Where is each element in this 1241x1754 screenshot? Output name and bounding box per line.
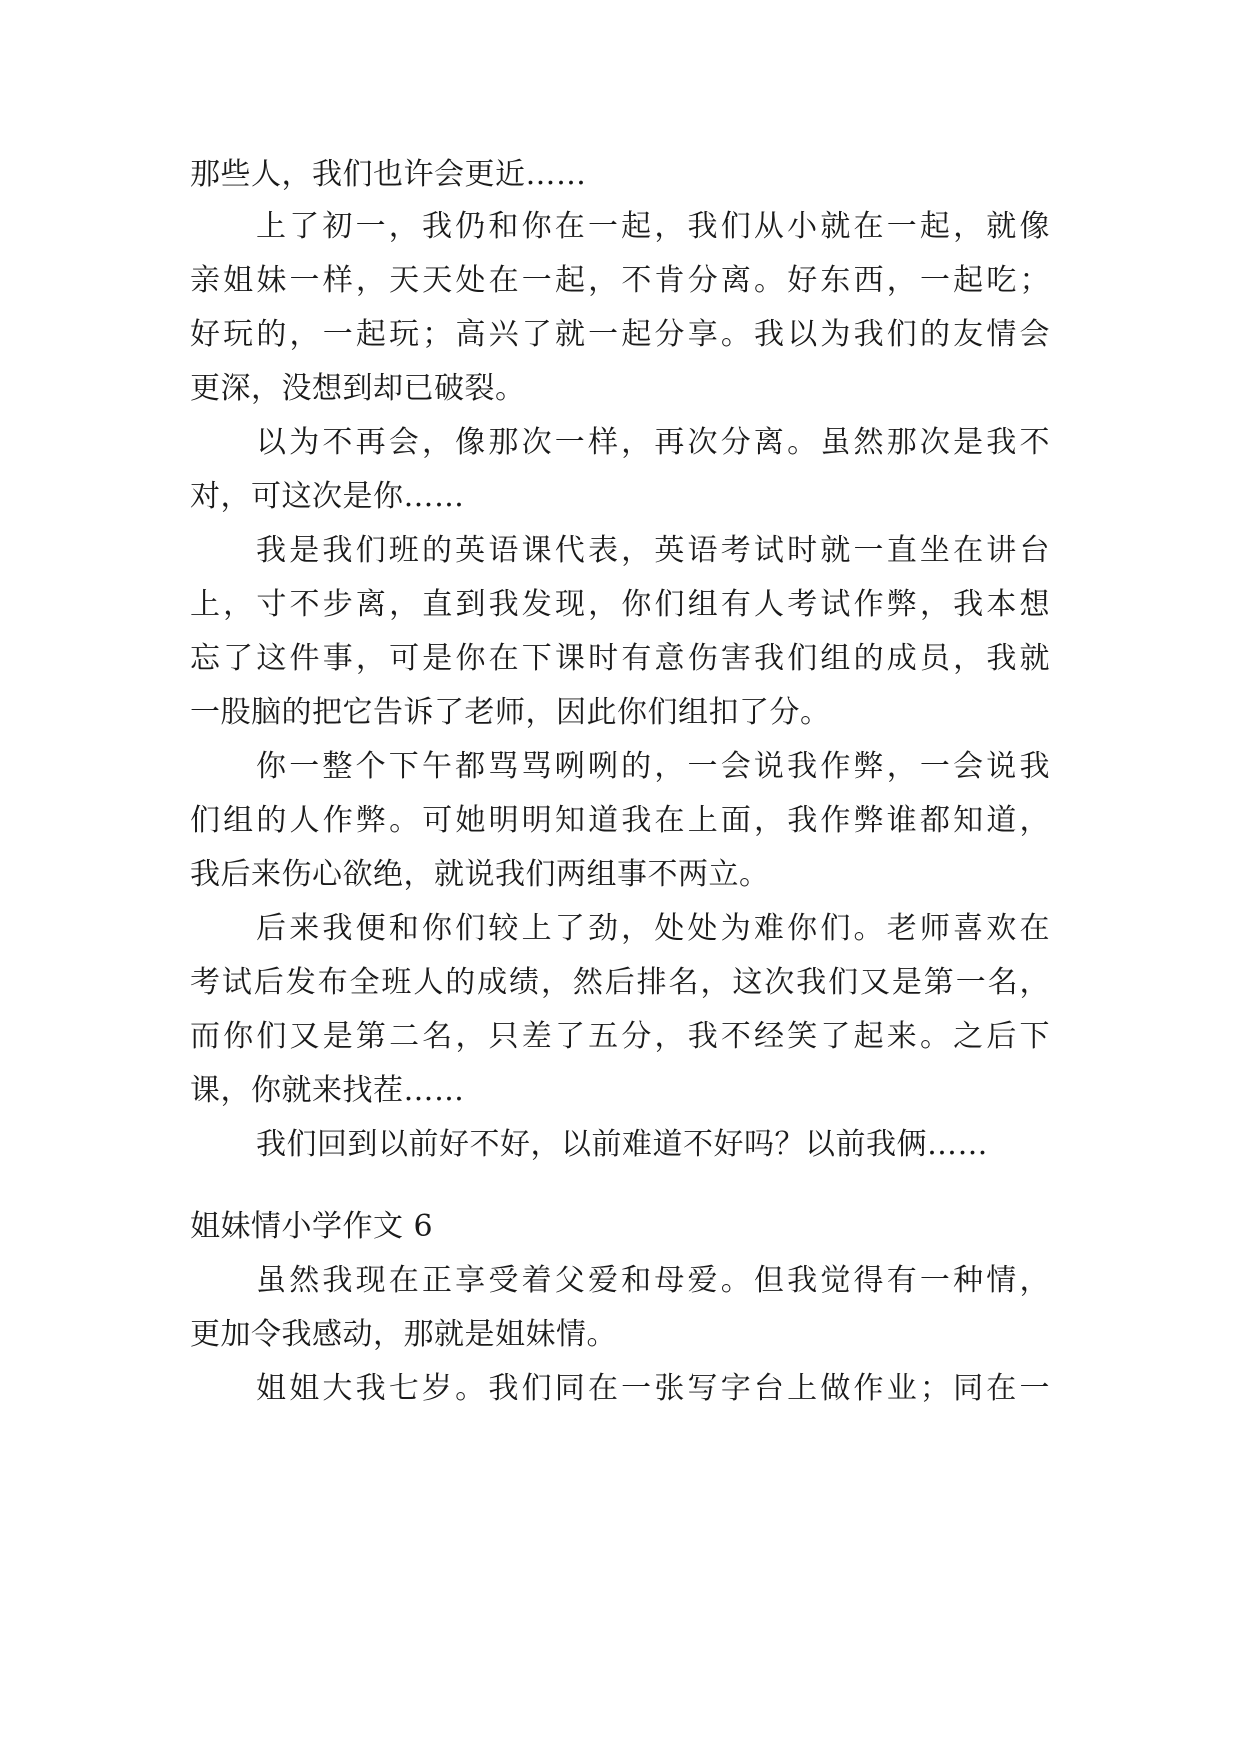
- text-line: 我是我们班的英语课代表，英语考试时就一直坐在讲台: [256, 533, 1050, 568]
- text-line: 们组的人作弊。可她明明知道我在上面，我作弊谁都知道，: [190, 803, 1050, 838]
- text-line: 上了初一，我仍和你在一起，我们从小就在一起，就像: [256, 209, 1050, 244]
- text-line: 对，可这次是你……: [190, 479, 465, 514]
- text-line: 一股脑的把它告诉了老师，因此你们组扣了分。: [190, 695, 831, 730]
- section-heading: 姐妹情小学作文 6: [190, 1209, 434, 1244]
- text-line: 那些人，我们也许会更近……: [190, 157, 587, 192]
- text-line: 上，寸不步离，直到我发现，你们组有人考试作弊，我本想: [190, 587, 1050, 622]
- text-line: 而你们又是第二名，只差了五分，我不经笑了起来。之后下: [190, 1019, 1050, 1054]
- text-line: 后来我便和你们较上了劲，处处为难你们。老师喜欢在: [256, 911, 1050, 946]
- text-line: 虽然我现在正享受着父爱和母爱。但我觉得有一种情，: [256, 1263, 1050, 1298]
- text-line: 更深，没想到却已破裂。: [190, 371, 526, 406]
- text-line: 我们回到以前好不好，以前难道不好吗？以前我俩……: [256, 1127, 988, 1162]
- text-line: 好玩的，一起玩；高兴了就一起分享。我以为我们的友情会: [190, 317, 1050, 352]
- text-line: 考试后发布全班人的成绩，然后排名，这次我们又是第一名，: [190, 965, 1050, 1000]
- text-line: 亲姐妹一样，天天处在一起，不肯分离。好东西，一起吃；: [190, 263, 1050, 298]
- text-line: 姐姐大我七岁。我们同在一张写字台上做作业；同在一: [256, 1371, 1050, 1406]
- text-line: 忘了这件事，可是你在下课时有意伤害我们组的成员，我就: [190, 641, 1050, 676]
- text-line: 更加令我感动，那就是姐妹情。: [190, 1317, 617, 1352]
- text-line: 以为不再会，像那次一样，再次分离。虽然那次是我不: [256, 425, 1050, 460]
- text-line: 我后来伤心欲绝，就说我们两组事不两立。: [190, 857, 770, 892]
- text-line: 课，你就来找茬……: [190, 1073, 465, 1108]
- text-line: 你一整个下午都骂骂咧咧的，一会说我作弊，一会说我: [256, 749, 1050, 784]
